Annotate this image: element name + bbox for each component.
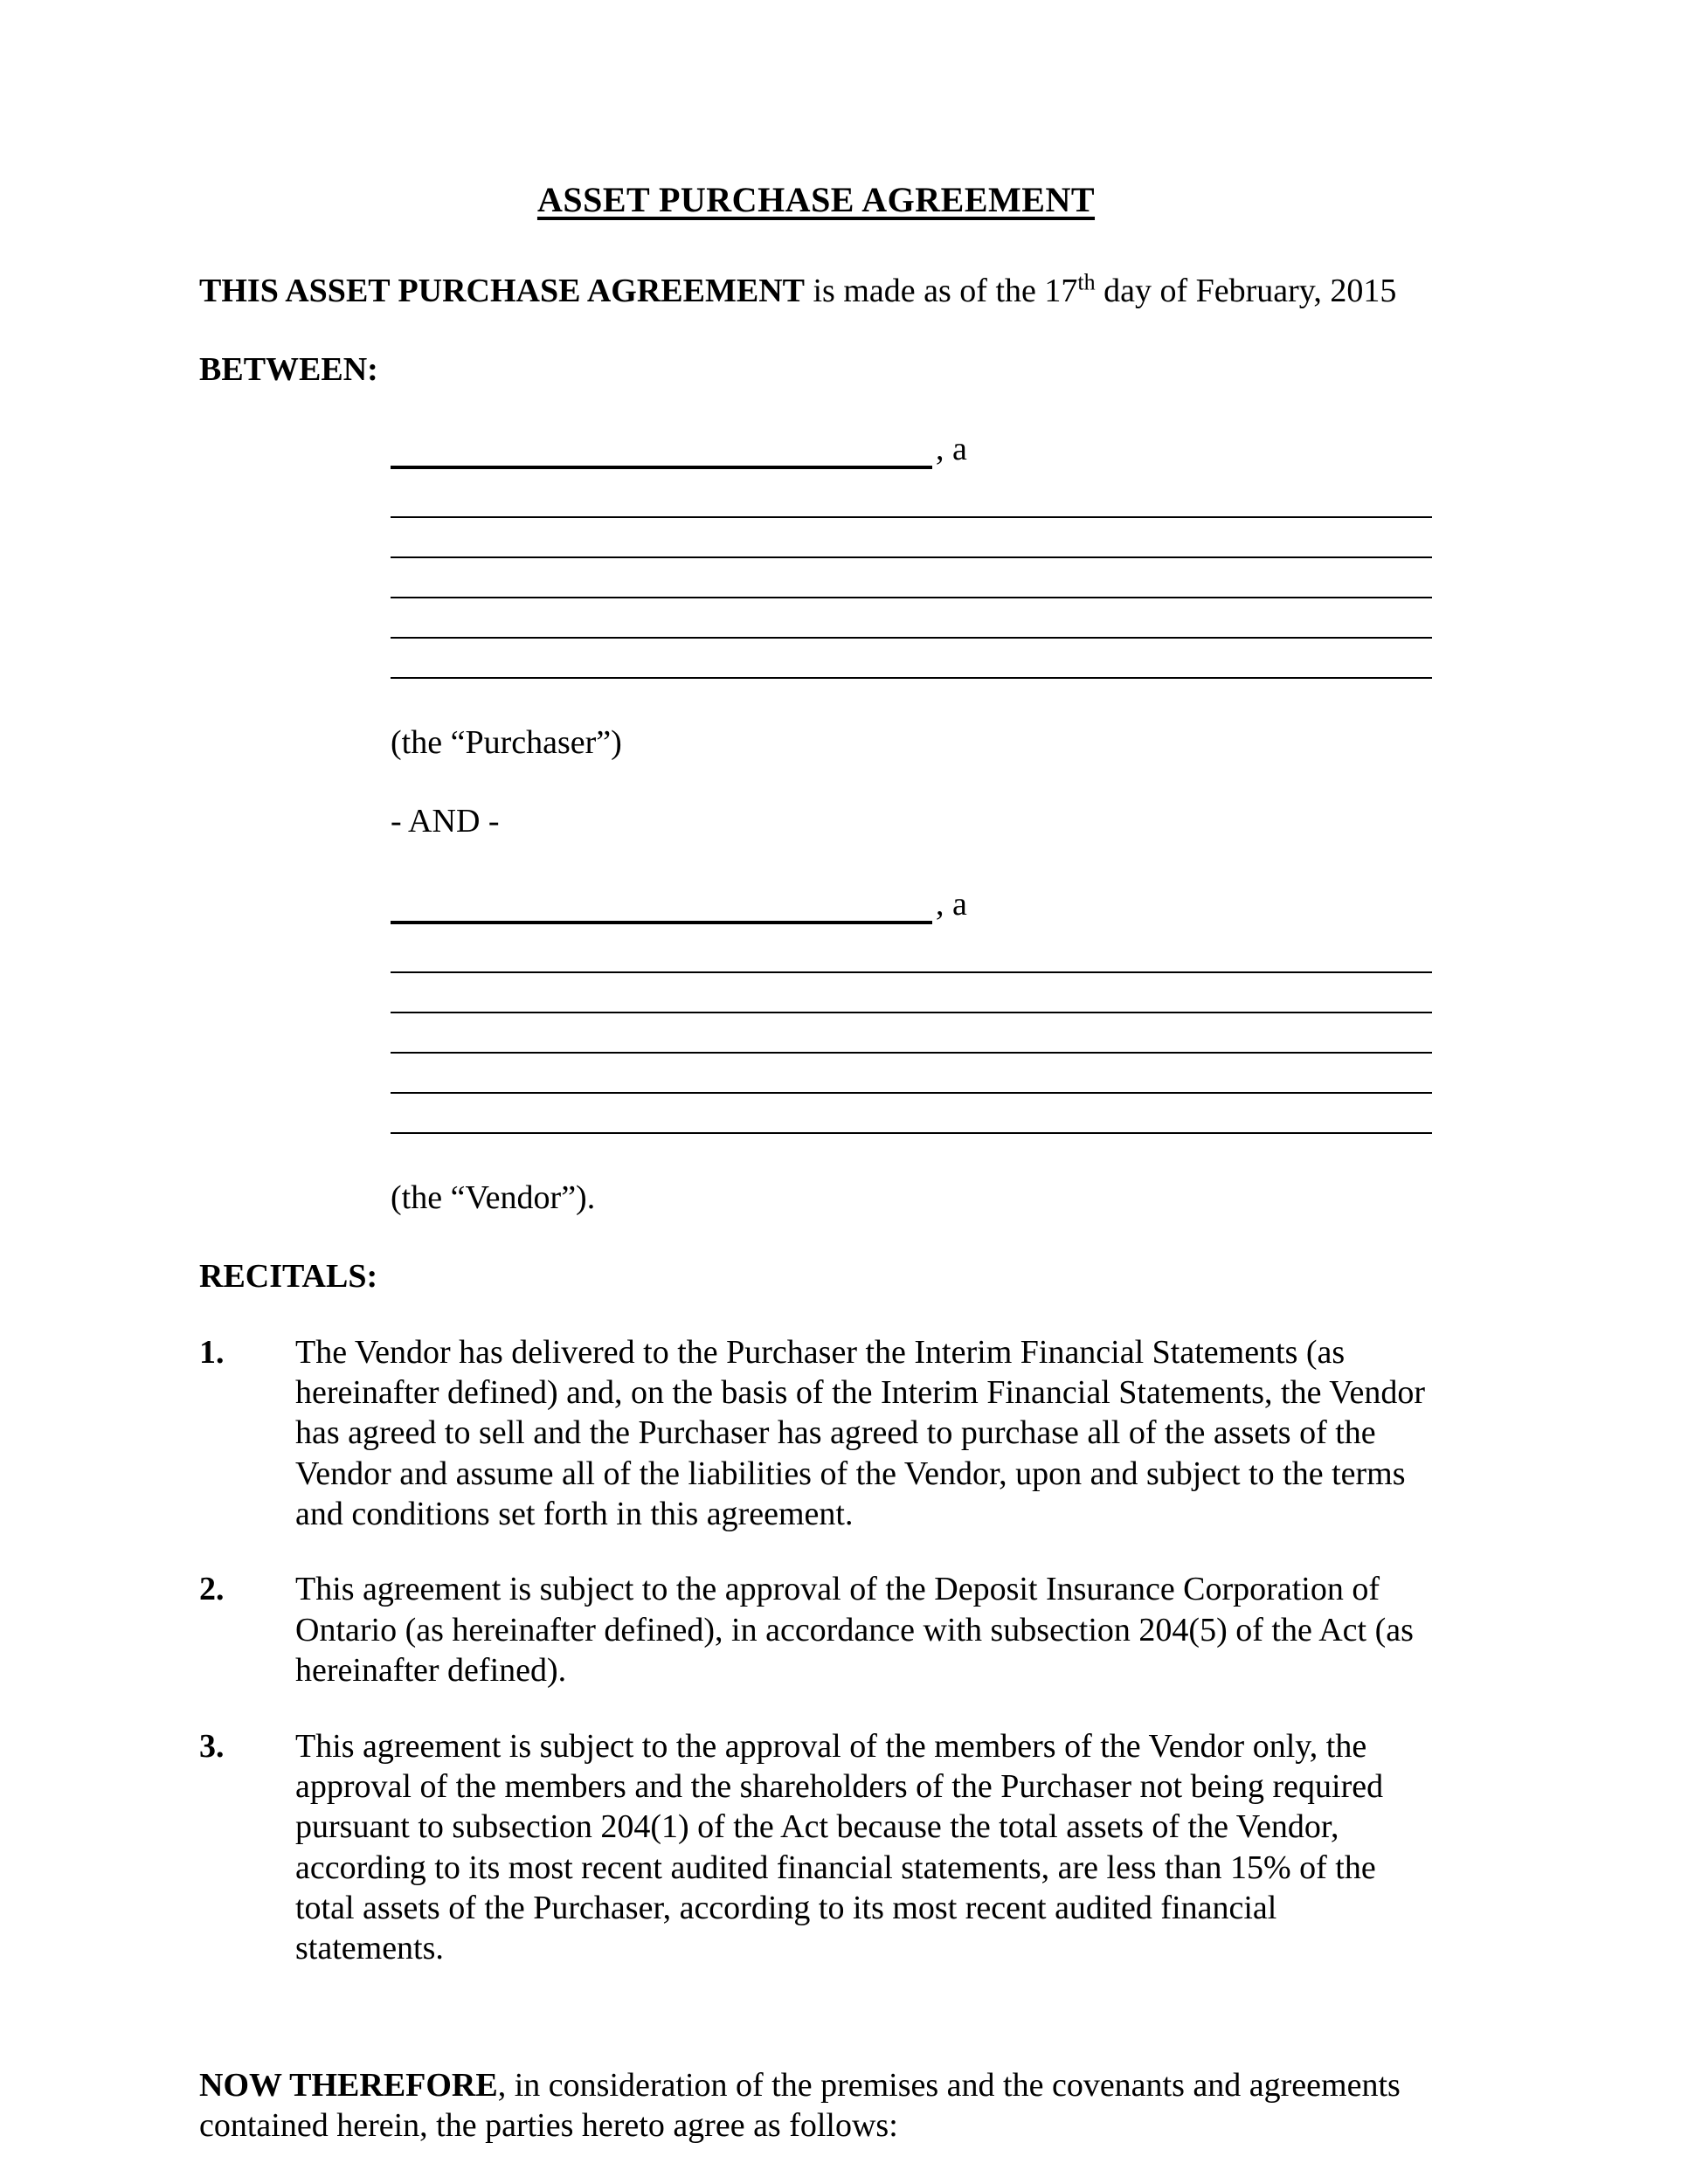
recital-number: 2. (199, 1571, 225, 1608)
blank-line (391, 973, 1432, 1013)
page-title: ASSET PURCHASE AGREEMENT (536, 180, 1096, 219)
blank-line (391, 933, 1432, 973)
vendor-name-fill-row (391, 884, 1433, 924)
recital-item-1 (199, 1332, 1433, 1535)
recital-text: The Vendor has delivered to the Purchaser the Interim Financial Statements (as hereinafter defined) and, on the basis of the Interim Financial Statements, the Vendor has agreed to sell and the Purchaser has agreed to purchase all of the assets of the Vendor and assume all of the liabilities of the Vendor, upon and subject to the terms and conditions set forth in this agreement. (295, 1333, 1426, 1533)
intro-text-after-sup: day of February, 2015 (1095, 272, 1397, 309)
blank-line (391, 598, 1432, 639)
blank-line (391, 1094, 1432, 1134)
vendor-fill-suffix: , a (936, 885, 967, 923)
recital-number: 3. (199, 1727, 225, 1765)
purchaser-name-blank-line (391, 434, 932, 469)
blank-line (391, 639, 1432, 679)
between-label: BETWEEN: (199, 351, 378, 389)
vendor-name-blank-line (391, 889, 932, 924)
intro-superscript: th (1077, 269, 1096, 295)
closing-bold-text: NOW THEREFORE (199, 2066, 498, 2104)
vendor-label: (the “Vendor”). (391, 1178, 596, 1216)
vendor-description-blank-lines (391, 933, 1433, 1134)
purchaser-description-blank-lines (391, 478, 1433, 679)
purchaser-fill-suffix: , a (936, 430, 967, 467)
recital-item-2 (199, 1569, 1433, 1690)
recital-number: 1. (199, 1333, 225, 1371)
purchaser-name-fill-row (391, 429, 1433, 469)
intro-text-before-sup: is made as of the 17 (805, 272, 1078, 309)
purchaser-label: (the “Purchaser”) (391, 723, 622, 761)
recital-text: This agreement is subject to the approval of the Deposit Insurance Corporation of Ontario (as hereinafter defined), in accordance with subsection 204(5) of the Act (as hereinafter defined). (295, 1571, 1414, 1690)
intro-bold-text: THIS ASSET PURCHASE AGREEMENT (199, 272, 805, 309)
blank-line (391, 518, 1432, 558)
blank-line (391, 478, 1432, 518)
blank-line (391, 558, 1432, 598)
intro-paragraph (199, 271, 1433, 311)
blank-line (391, 1013, 1432, 1054)
blank-line (391, 1054, 1432, 1094)
recitals-heading: RECITALS: (199, 1258, 378, 1296)
purchaser-block (391, 429, 1433, 1219)
closing-paragraph (199, 2065, 1433, 2146)
closing-text: , in consideration of the premises and the covenants and agreements contained herein, the parties hereto agree as follows: (199, 2066, 1401, 2145)
recital-item-3 (199, 1726, 1433, 1969)
and-separator: - AND - (391, 803, 500, 840)
recital-text: This agreement is subject to the approval of the members of the Vendor only, the approval of the members and the shareholders of the Purchaser not being required pursuant to subsection 204(1) of the Act because the total assets of the Vendor, according to its most recent audited financial statements, are less than 15% of the total assets of the Purchaser, according to its most recent audited financial statements. (295, 1727, 1384, 1967)
